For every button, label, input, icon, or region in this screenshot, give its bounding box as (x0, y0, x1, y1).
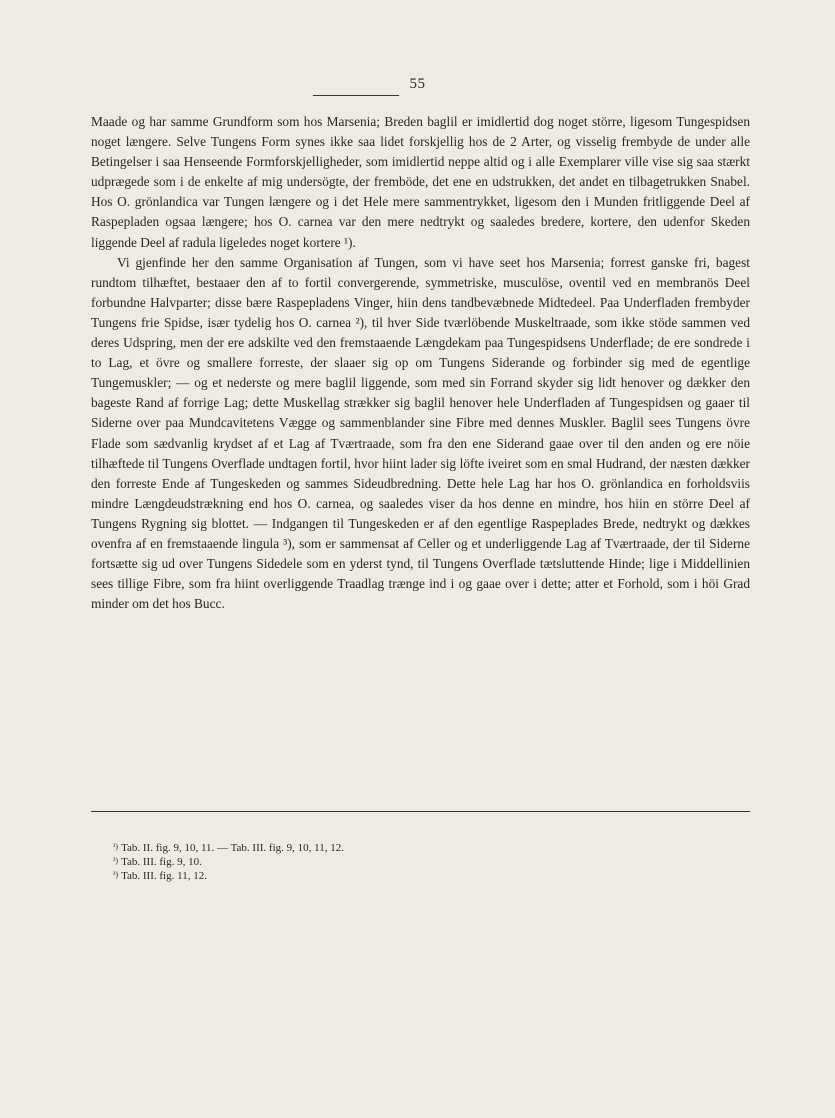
footnote-mark: ²) (113, 856, 119, 865)
footnotes (113, 841, 513, 883)
footnote (113, 841, 513, 855)
body-text (91, 112, 750, 614)
footnote-text: Tab. III. fig. 11, 12. (121, 870, 207, 882)
page-number: 55 (409, 76, 426, 92)
footnote-text: Tab. III. fig. 9, 10. (121, 856, 202, 868)
paragraph: Maade og har samme Grundform som hos Marsenia; Breden baglil er imidlertid dog noget större, ligesom Tungespidsen noget længere. Selve Tungens Form synes ikke saa lidet forskjellig hos de 2 Arter, og visselig frembyde de under alle Betingelser i saa Henseende Formforskjelligheder, som imidlertid neppe altid og i alle Exemplarer ville vise sig saa stærkt udprægede som i de enkelte af mig undersögte, der fremböde, det ene en udstrukken, det andet en tilbagetrukken Snabel. Hos O. grönlandica var Tungen længere og i det Hele mere sammentrykket, ligesom den i Munden fritliggende Deel af Raspepladen ogsaa længere; hos O. carnea var den mere nedtrykt og saaledes bredere, kortere, den udenfor Skeden liggende Deel af radula ligeledes noget kortere ¹). (91, 114, 750, 250)
footnote-text: Tab. II. fig. 9, 10, 11. — Tab. III. fig. 9, 10, 11, 12. (121, 842, 344, 854)
footnote (113, 855, 513, 869)
footnote (113, 869, 513, 883)
page-number-rule (313, 95, 399, 96)
footnote-mark: ¹) (113, 842, 119, 851)
paragraph: Vi gjenfinde her den samme Organisation af Tungen, som vi have seet hos Marsenia; forrest ganske fri, bagest rundtom tilhæftet, bestaaer den af to fortil convergerende, symmetriske, musculöse, oventil ved en membranös Deel forbundne Halvparter; disse bære Raspepladens Vinger, hiin dens tandbevæbnede Midtedeel. Paa Underfladen frembyder Tungens frie Spidse, især tydelig hos O. carnea ²), til hver Side tværlöbende Muskeltraade, som ikke stöde sammen ved deres Udspring, men der ere adskilte ved den fremstaaende Længdekam paa Tungespidsens Underflade; de ere sondrede i to Lag, et övre og smallere forreste, der slaaer sig op om Tungens Siderande og forbinder sig med de egentlige Tungemuskler; — og et nederste og mere baglil liggende, som med sin Forrand skyder sig lidt henover og dækker den bageste Rand af forrige Lag; dette Muskellag strækker sig baglil henover hele Underfladen af Tungespidsen og gaaer til Siderne over paa Mundcavitetens Vægge og sammenblander sine Fibre med dennes Muskler. Baglil sees Tungens övre Flade som sædvanlig krydset af et Lag af Tværtraade, som fra den ene Siderand gaae over til den anden og ere nöie tilhæftede til Tungens Overflade undtagen fortil, hvor hiint lader sig löfte iveiret som en smal Hudrand, der næsten dækker den forreste Ende af Tungeskeden og sammes Sideudbredning. Dette hele Lag har hos O. grönlandica en forholdsviis mindre Længdeudstrækning end hos O. carnea, og saaledes viser da hos denne en mindre, hos hiin en större Deel af Tungens Rygning sig blottet. — Indgangen til Tungeskeden er af den egentlige Raspeplades Brede, nedtrykt og dækkes ovenfra af en fremstaaende lingula ³), som er sammensat af Celler og et underliggende Lag af Tværtraade, der til Siderne fortsætte sig ud over Tungens Sidedele som en yderst tynd, til Tungens Overflade tætsluttende Hinde; lige i Middellinien sees tillige Fibre, som fra hiint overliggende Traadlag trænge ind i og gaae over i dette; atter et Forhold, som i höi Grad minder om det hos Bucc. (91, 254, 750, 612)
footnote-mark: ³) (113, 870, 119, 879)
footnote-divider (91, 811, 750, 812)
